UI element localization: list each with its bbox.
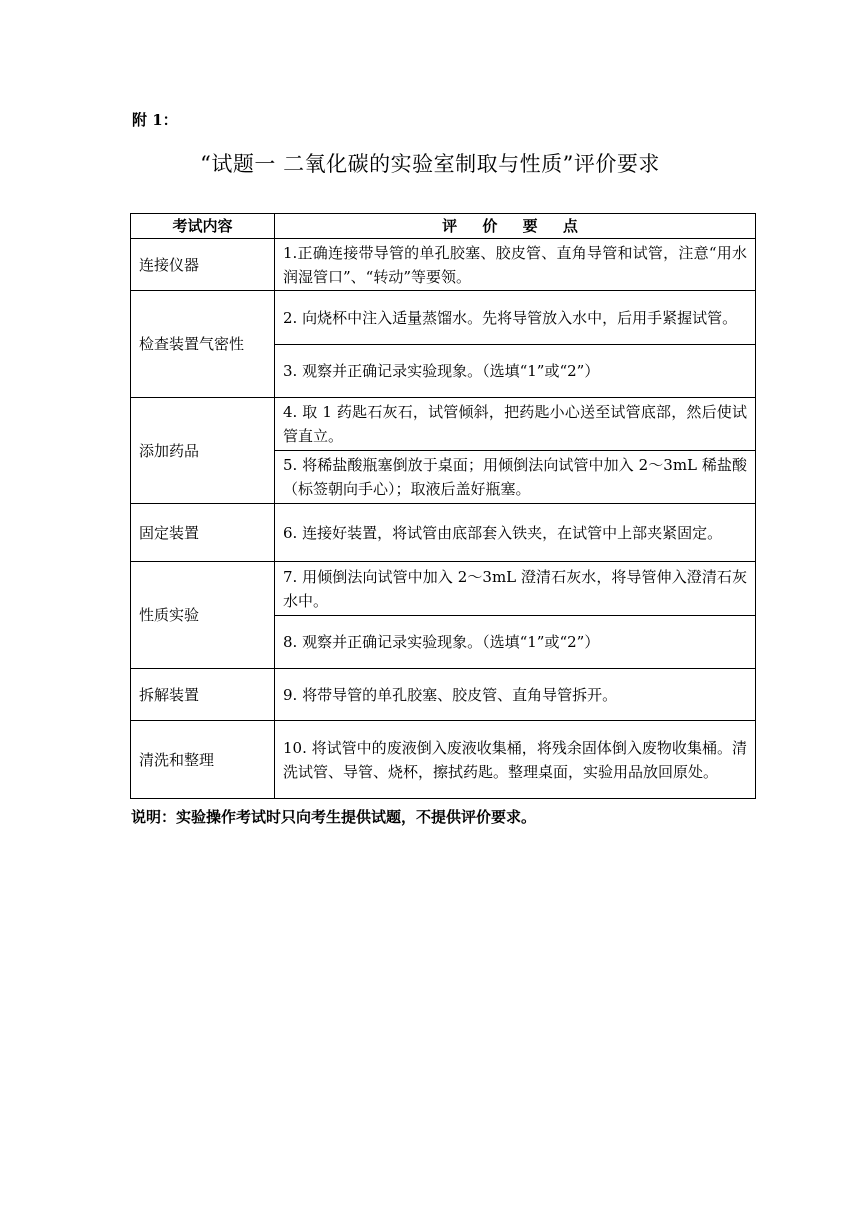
row-category: 拆解装置 <box>131 669 275 721</box>
row-point: 8. 观察并正确记录实验现象。（选填“1”或“2”） <box>275 616 756 669</box>
row-point: 4. 取 1 药匙石灰石，试管倾斜，把药匙小心送至试管底部，然后使试管直立。 <box>275 398 756 451</box>
header-exam-content: 考试内容 <box>131 214 275 239</box>
row-point: 3. 观察并正确记录实验现象。（选填“1”或“2”） <box>275 345 756 398</box>
row-point: 2. 向烧杯中注入适量蒸馏水。先将导管放入水中，后用手紧握试管。 <box>275 291 756 345</box>
row-point: 7. 用倾倒法向试管中加入 2～3mL 澄清石灰水，将导管伸入澄清石灰水中。 <box>275 562 756 616</box>
header-evaluation-points: 评 价 要 点 <box>275 214 756 239</box>
row-point: 10. 将试管中的废液倒入废液收集桶，将残余固体倒入废物收集桶。清洗试管、导管、烧杯，擦拭药匙。整理桌面，实验用品放回原处。 <box>275 721 756 799</box>
row-point: 9. 将带导管的单孔胶塞、胶皮管、直角导管拆开。 <box>275 669 756 721</box>
row-category: 检查装置气密性 <box>131 291 275 398</box>
row-category: 固定装置 <box>131 504 275 562</box>
table-header-row <box>131 214 756 239</box>
row-category: 清洗和整理 <box>131 721 275 799</box>
footnote: 说明：实验操作考试时只向考生提供试题，不提供评价要求。 <box>131 808 537 826</box>
attachment-label: 附 1： <box>132 111 178 129</box>
table-row <box>131 504 756 562</box>
table-row <box>131 562 756 616</box>
table-row <box>131 291 756 345</box>
row-point: 5. 将稀盐酸瓶塞倒放于桌面；用倾倒法向试管中加入 2～3mL 稀盐酸（标签朝向手心）；取液后盖好瓶塞。 <box>275 451 756 504</box>
page-title: “试题一 二氧化碳的实验室制取与性质”评价要求 <box>200 152 660 176</box>
row-point: 6. 连接好装置，将试管由底部套入铁夹，在试管中上部夹紧固定。 <box>275 504 756 562</box>
table-row <box>131 721 756 799</box>
row-category: 性质实验 <box>131 562 275 669</box>
table-row <box>131 669 756 721</box>
row-category: 添加药品 <box>131 398 275 504</box>
row-point: 1.正确连接带导管的单孔胶塞、胶皮管、直角导管和试管，注意“用水润湿管口”、“转动”等要领。 <box>275 239 756 291</box>
table-row <box>131 398 756 451</box>
evaluation-table <box>130 213 756 799</box>
row-category: 连接仪器 <box>131 239 275 291</box>
table-row <box>131 239 756 291</box>
